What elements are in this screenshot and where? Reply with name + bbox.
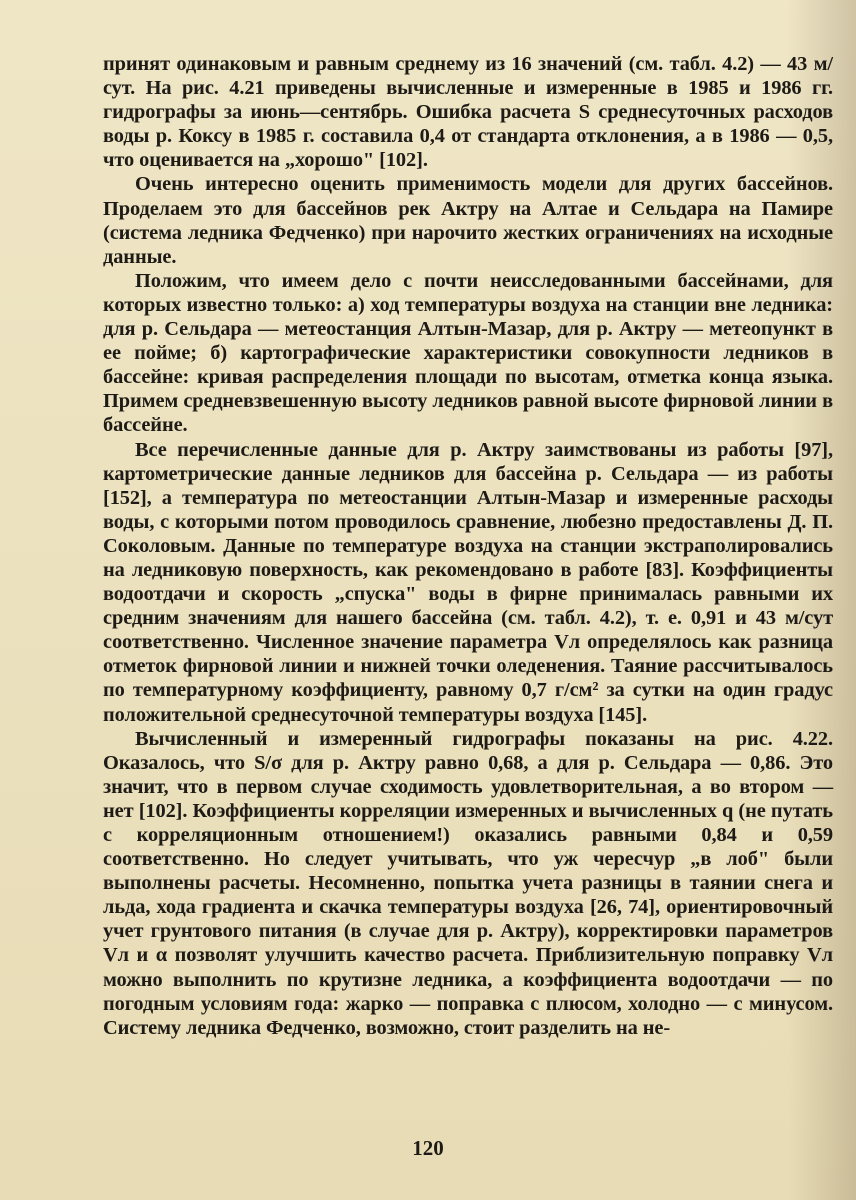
paragraph-2: Очень интересно оценить применимость модели для других бассейнов. Проделаем это для бассейнов рек Актру на Алтае и Сельдара на Памире (система ледника Федченко) при нарочито жестких ограничениях на исходные данные. (103, 173, 833, 268)
body-text (103, 52, 833, 1040)
paragraph-5: Вычисленный и измеренный гидрографы показаны на рис. 4.22. Оказалось, что S/σ для р. Актру равно 0,68, а для р. Сельдара — 0,86. Это значит, что в первом случае сходимость удовлетворительная, а во втором — нет [102]. Коэффициенты корреляции измеренных и вычисленных q (не путать с корреляционным отношением!) оказались равными 0,84 и 0,59 соответственно. Но следует учитывать, что уж чересчур „в лоб" были выполнены расчеты. Несомненно, попытка учета разницы в таянии снега и льда, хода градиента и скачка температуры воздуха [26, 74], ориентировочный учет грунтового питания (в случае для р. Актру), корректировки параметров Vл и α позволят улучшить качество расчета. Приблизительную поправку Vл можно выполнить по крутизне ледника, а коэффициента водоотдачи — по погодным условиям года: жарко — поправка с плюсом, холодно — с минусом. Систему ледника Федченко, возможно, стоит разделить на не- (103, 727, 833, 1039)
paragraph-1: принят одинаковым и равным среднему из 16 значений (см. табл. 4.2) — 43 м/сут. На рис. 4.21 приведены вычисленные и измеренные в 1985 и 1986 гг. гидрографы за июнь—сентябрь. Ошибка расчета S среднесуточных расходов воды р. Коксу в 1985 г. составила 0,4 от стандарта отклонения, а в 1986 — 0,5, что оценивается на „хорошо" [102]. (103, 53, 833, 172)
paragraph-4: Все перечисленные данные для р. Актру заимствованы из работы [97], картометрические данные ледников для бассейна р. Сельдара — из работы [152], а температура по метеостанции Алтын-Мазар и измеренные расходы воды, с которыми потом проводилось сравнение, любезно предоставлены Д. П. Соколовым. Данные по температуре воздуха на станции экстраполировались на ледниковую поверхность, как рекомендовано в работе [83]. Коэффициенты водоотдачи и скорость „спуска" воды в фирне принималась равными их средним значениям для нашего бассейна (см. табл. 4.2), т. е. 0,91 и 43 м/сут соответственно. Численное значение параметра Vл определялось как разница отметок фирновой линии и нижней точки оледенения. Таяние рассчитывалось по температурному коэффициенту, равному 0,7 г/см² за сутки на один градус положительной среднесуточной температуры воздуха [145]. (103, 438, 833, 726)
paragraph-3: Положим, что имеем дело с почти неисследованными бассейнами, для которых известно только: а) ход температуры воздуха на станции вне ледника: для р. Сельдара — метеостанция Алтын-Мазар, для р. Актру — метеопункт в ее пойме; б) картографические характеристики совокупности ледников в бассейне: кривая распределения площади по высотам, отметка конца языка. Примем средневзвешенную высоту ледников равной высоте фирновой линии в бассейне. (103, 269, 833, 437)
page-number: 120 (412, 1136, 444, 1160)
